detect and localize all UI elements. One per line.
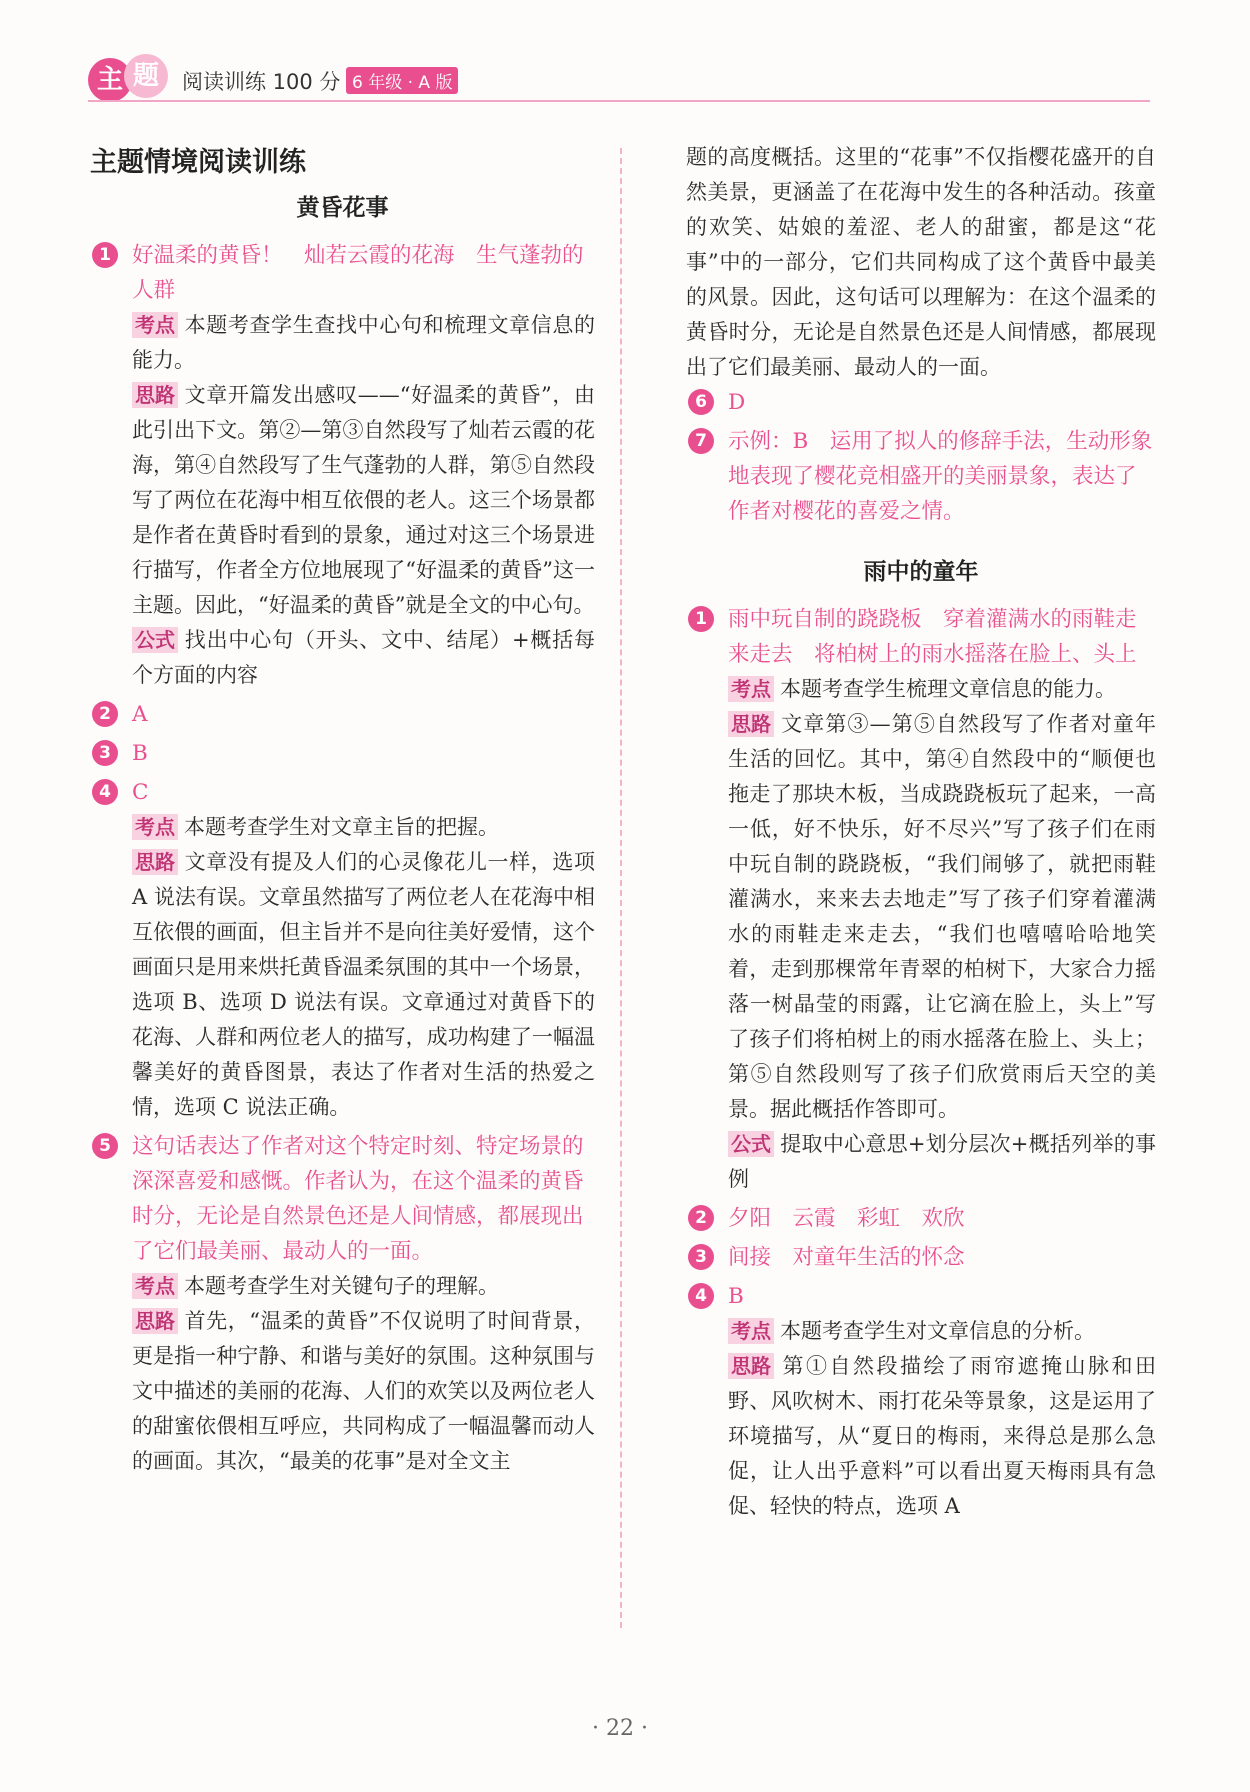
kaodian-tag: 考点 bbox=[132, 1273, 178, 1299]
header-title: 阅读训练 100 分 bbox=[182, 70, 341, 94]
brand-logo bbox=[88, 52, 172, 102]
question-number: 4 bbox=[92, 779, 118, 805]
answer-text: B bbox=[728, 1284, 744, 1309]
question-number: 4 bbox=[688, 1283, 714, 1309]
answer-item bbox=[90, 697, 595, 732]
passage-title: 雨中的童年 bbox=[863, 559, 979, 585]
answer-text: 这句话表达了作者对这个特定时刻、特定场景的深深喜爱和感慨。作者认为，在这个温柔的黄昏时分，无论是自然景色还是人间情感，都展现出了它们最美丽、最动人的一面。 bbox=[132, 1134, 584, 1264]
question-number: 5 bbox=[92, 1133, 118, 1159]
silu-tag: 思路 bbox=[728, 1353, 774, 1379]
answer-item bbox=[686, 1240, 1156, 1275]
grade-badge: 6 年级 · A 版 bbox=[346, 67, 458, 94]
passage-title: 黄昏花事 bbox=[296, 195, 389, 221]
header-rule bbox=[88, 100, 1150, 102]
kaodian-tag: 考点 bbox=[132, 312, 178, 338]
kaodian-note bbox=[728, 672, 1156, 707]
answer-text: 夕阳 云霞 彩虹 欢欣 bbox=[728, 1206, 965, 1231]
page-number: · 22 · bbox=[592, 1716, 648, 1741]
answer-text: 示例：B 运用了拟人的修辞手法，生动形象地表现了樱花竞相盛开的美丽景象，表达了作者对樱花的喜爱之情。 bbox=[728, 429, 1153, 524]
silu-text: 文章开篇发出感叹——“好温柔的黄昏”，由此引出下文。第②—第③自然段写了灿若云霞的花海，第④自然段写了生气蓬勃的人群，第⑤自然段写了两位在花海中相互依偎的老人。这三个场景都是作者在黄昏时看到的景象，通过对这三个场景进行描写，作者全方位地展现了“好温柔的黄昏”这一主题。因此，“好温柔的黄昏”就是全文的中心句。 bbox=[132, 383, 595, 617]
question-number: 2 bbox=[92, 701, 118, 727]
kaodian-text: 本题考查学生对文章主旨的把握。 bbox=[184, 815, 499, 839]
question-number: 1 bbox=[92, 242, 118, 268]
gongshi-tag: 公式 bbox=[728, 1131, 774, 1157]
kaodian-note bbox=[132, 810, 595, 845]
silu-note bbox=[132, 378, 595, 623]
answer-text: D bbox=[728, 390, 746, 415]
question-number: 1 bbox=[688, 606, 714, 632]
answer-item bbox=[90, 736, 595, 771]
answer-item bbox=[90, 238, 595, 693]
gongshi-note bbox=[728, 1127, 1156, 1197]
silu-note bbox=[132, 845, 595, 1125]
answer-item bbox=[686, 602, 1156, 1197]
answer-text: 间接 对童年生活的怀念 bbox=[728, 1245, 965, 1270]
kaodian-note bbox=[132, 308, 595, 378]
silu-text: 文章没有提及人们的心灵像花儿一样，选项 A 说法有误。文章虽然描写了两位老人在花海中相互依偎的画面，但主旨并不是向往美好爱情，这个画面只是用来烘托黄昏温柔氛围的其中一个场景，选项 B、选项 D 说法有误。文章通过对黄昏下的花海、人群和两位老人的描写，成功构建了一幅温馨美好的黄昏图景，表达了作者对生活的热爱之情，选项 C 说法正确。 bbox=[132, 850, 595, 1119]
question-number: 3 bbox=[92, 740, 118, 766]
answer-item bbox=[686, 1279, 1156, 1524]
question-number: 3 bbox=[688, 1244, 714, 1270]
silu-tag: 思路 bbox=[132, 382, 178, 408]
question-number: 7 bbox=[688, 428, 714, 454]
logo-char-2: 题 bbox=[124, 54, 168, 98]
silu-text-part1: 首先，“温柔的黄昏”不仅说明了时间背景，更是指一种宁静、和谐与美好的氛围。这种氛围与文中描述的美丽的花海、人们的欢笑以及两位老人的甜蜜依偎相互呼应，共同构成了一幅温馨而动人的画面。其次，“最美的花事”是对全文主 bbox=[132, 1309, 595, 1473]
kaodian-note bbox=[728, 1314, 1156, 1349]
gongshi-text: 提取中心意思+划分层次+概括列举的事例 bbox=[728, 1132, 1156, 1191]
silu-note bbox=[728, 1349, 1156, 1524]
logo-char-1: 主 bbox=[88, 58, 132, 102]
right-column bbox=[686, 140, 1156, 1528]
gongshi-note bbox=[132, 623, 595, 693]
silu-tag: 思路 bbox=[728, 711, 774, 737]
answer-item bbox=[686, 385, 1156, 420]
question-number: 2 bbox=[688, 1205, 714, 1231]
silu-tag: 思路 bbox=[132, 1308, 178, 1334]
answer-text: 好温柔的黄昏！ 灿若云霞的花海 生气蓬勃的人群 bbox=[132, 243, 584, 303]
kaodian-tag: 考点 bbox=[132, 814, 178, 840]
answer-item bbox=[686, 424, 1156, 529]
answer-item bbox=[90, 775, 595, 1125]
kaodian-tag: 考点 bbox=[728, 1318, 774, 1344]
silu-text: 第①自然段描绘了雨帘遮掩山脉和田野、风吹树木、雨打花朵等景象，这是运用了环境描写，从“夏日的梅雨，来得总是那么急促，让人出乎意料”可以看出夏天梅雨具有急促、轻快的特点，选项 A bbox=[728, 1354, 1156, 1518]
left-column bbox=[90, 140, 595, 1483]
silu-note bbox=[728, 707, 1156, 1127]
column-divider bbox=[620, 148, 622, 1628]
question-number: 6 bbox=[688, 389, 714, 415]
kaodian-text: 本题考查学生对关键句子的理解。 bbox=[184, 1274, 499, 1298]
silu-note bbox=[132, 1304, 595, 1479]
answer-item bbox=[686, 1201, 1156, 1236]
answer-item bbox=[90, 1129, 595, 1479]
kaodian-note bbox=[132, 1269, 595, 1304]
silu-tag: 思路 bbox=[132, 849, 178, 875]
answer-text: 雨中玩自制的跷跷板 穿着灌满水的雨鞋走来走去 将柏树上的雨水摇落在脸上、头上 bbox=[728, 607, 1137, 667]
kaodian-text: 本题考查学生对文章信息的分析。 bbox=[780, 1319, 1095, 1343]
section-title: 主题情境阅读训练 bbox=[90, 147, 306, 178]
answer-text: C bbox=[132, 780, 149, 805]
gongshi-tag: 公式 bbox=[132, 627, 178, 653]
answer-text: A bbox=[132, 702, 148, 727]
silu-text: 文章第③—第⑤自然段写了作者对童年生活的回忆。其中，第④自然段中的“顺便也拖走了那块木板，当成跷跷板玩了起来，一高一低，好不快乐，好不尽兴”写了孩子们在雨中玩自制的跷跷板，“我们闹够了，就把雨鞋灌满水，来来去去地走”写了孩子们穿着灌满水的雨鞋走来走去，“我们也嘻嘻哈哈地笑着，走到那棵常年青翠的柏树下，大家合力摇落一树晶莹的雨露，让它滴在脸上，头上”写了孩子们将柏树上的雨水摇落在脸上、头上；第⑤自然段则写了孩子们欣赏雨后天空的美景。据此概括作答即可。 bbox=[728, 712, 1156, 1121]
answer-text: B bbox=[132, 741, 148, 766]
gongshi-text: 找出中心句（开头、文中、结尾）+概括每个方面的内容 bbox=[132, 628, 595, 687]
kaodian-text: 本题考查学生查找中心句和梳理文章信息的能力。 bbox=[132, 313, 595, 372]
page-header bbox=[88, 52, 1150, 104]
kaodian-tag: 考点 bbox=[728, 676, 774, 702]
kaodian-text: 本题考查学生梳理文章信息的能力。 bbox=[780, 677, 1116, 701]
silu-text-part2: 题的高度概括。这里的“花事”不仅指樱花盛开的自然美景，更涵盖了在花海中发生的各种活动。孩童的欢笑、姑娘的羞涩、老人的甜蜜，都是这“花事”中的一部分，它们共同构成了这个黄昏中最美的风景。因此，这句话可以理解为：在这个温柔的黄昏时分，无论是自然景色还是人间情感，都展现出了它们最美丽、最动人的一面。 bbox=[686, 145, 1156, 379]
